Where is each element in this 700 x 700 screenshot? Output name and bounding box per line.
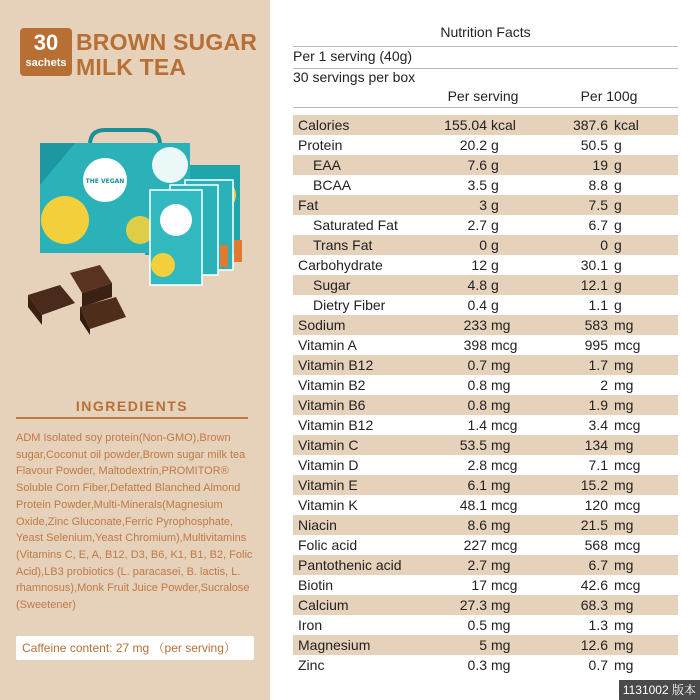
- nutrition-row: [293, 275, 678, 295]
- per-100g-unit: mg: [614, 657, 634, 673]
- per-100g-value: 19: [592, 157, 608, 173]
- nutrition-facts-title: Nutrition Facts: [440, 24, 531, 40]
- nutrition-row: [293, 255, 678, 275]
- per-100g-value: 995: [584, 337, 608, 353]
- nutrition-row: [293, 415, 678, 435]
- nutrition-row: [293, 155, 678, 175]
- per-100g-unit: mcg: [614, 457, 641, 473]
- sachet-unit: sachets: [25, 57, 67, 69]
- per-serving-unit: g: [491, 197, 499, 213]
- per-100g-unit: g: [614, 237, 622, 253]
- per-100g-value: 568: [584, 537, 608, 553]
- column-header-per-100g: Per 100g: [580, 88, 638, 104]
- per-100g-unit: g: [614, 157, 622, 173]
- ingredients-heading: INGREDIENTS: [75, 398, 189, 414]
- per-100g-value: 0: [600, 237, 608, 253]
- per-serving-unit: g: [491, 177, 499, 193]
- per-100g-value: 12.1: [580, 277, 608, 293]
- nutrition-row: [293, 175, 678, 195]
- per-serving-value: 227: [463, 537, 487, 553]
- per-100g-value: 2: [600, 377, 608, 393]
- per-100g-unit: g: [614, 297, 622, 313]
- box-handle: [90, 130, 160, 145]
- per-serving-unit: g: [491, 237, 499, 253]
- per-serving-value: 0: [479, 237, 487, 253]
- nutrient-name: Vitamin B12: [298, 417, 374, 433]
- column-header-per-serving: Per serving: [447, 88, 519, 104]
- per-serving-value: 2.8: [467, 457, 487, 473]
- per-100g-unit: mcg: [614, 577, 641, 593]
- nutrition-table: [293, 115, 678, 675]
- nutrition-row: [293, 295, 678, 315]
- nutrient-name: Iron: [298, 617, 323, 633]
- per-100g-unit: g: [614, 257, 622, 273]
- per-100g-unit: mg: [614, 597, 634, 613]
- per-100g-value: 1.1: [588, 297, 608, 313]
- per-100g-value: 7.5: [588, 197, 608, 213]
- per-100g-unit: mg: [614, 477, 634, 493]
- sachet-count-badge: [20, 28, 72, 76]
- per-100g-unit: g: [614, 277, 622, 293]
- ingredients-divider: [16, 417, 248, 419]
- nutrient-name: Vitamin K: [298, 497, 358, 513]
- per-serving-value: 233: [463, 317, 487, 333]
- per-serving-value: 12: [471, 257, 487, 273]
- per-100g-value: 3.4: [588, 417, 608, 433]
- per-serving-value: 0.5: [467, 617, 487, 633]
- per-100g-value: 68.3: [580, 597, 608, 613]
- per-100g-value: 0.7: [588, 657, 608, 673]
- per-serving-unit: mg: [491, 477, 511, 493]
- per-100g-value: 21.5: [580, 517, 608, 533]
- nutrient-name: Niacin: [298, 517, 337, 533]
- per-100g-unit: mg: [614, 437, 634, 453]
- per-serving-value: 53.5: [459, 437, 487, 453]
- nutrition-row: [293, 595, 678, 615]
- per-100g-unit: kcal: [614, 117, 639, 133]
- nutrition-row: [293, 195, 678, 215]
- nutrition-row: [293, 135, 678, 155]
- per-serving-unit: mcg: [491, 457, 518, 473]
- per-serving-unit: mg: [491, 377, 511, 393]
- nutrition-row: [293, 215, 678, 235]
- nutrient-name: Calories: [298, 117, 350, 133]
- per-100g-unit: g: [614, 217, 622, 233]
- nutrient-name: Vitamin D: [298, 457, 359, 473]
- per-serving-value: 398: [463, 337, 487, 353]
- per-100g-value: 1.9: [588, 397, 608, 413]
- nutrition-row: [293, 655, 678, 675]
- per-serving-value: 20.2: [459, 137, 487, 153]
- per-100g-unit: mcg: [614, 497, 641, 513]
- per-100g-unit: mg: [614, 617, 634, 633]
- nutrient-name: Vitamin C: [298, 437, 359, 453]
- nutrition-row: [293, 555, 678, 575]
- per-serving-value: 2.7: [467, 557, 487, 573]
- nutrition-row: [293, 395, 678, 415]
- per-serving-unit: mg: [491, 657, 511, 673]
- per-serving-unit: g: [491, 277, 499, 293]
- nutrition-row: [293, 535, 678, 555]
- per-serving-value: 17: [471, 577, 487, 593]
- nutrient-name: Pantothenic acid: [298, 557, 402, 573]
- per-100g-unit: mg: [614, 377, 634, 393]
- nutrient-name: Vitamin B2: [298, 377, 366, 393]
- nutrition-row: [293, 615, 678, 635]
- nutrition-row: [293, 575, 678, 595]
- per-serving-unit: mg: [491, 397, 511, 413]
- per-serving-value: 1.4: [467, 417, 487, 433]
- nutrient-name: Protein: [298, 137, 343, 153]
- per-100g-unit: mg: [614, 517, 634, 533]
- nutrient-name: BCAA: [313, 177, 352, 193]
- nutrient-name: Carbohydrate: [298, 257, 383, 273]
- per-serving-unit: mcg: [491, 337, 518, 353]
- per-100g-value: 1.7: [588, 357, 608, 373]
- product-image: [20, 125, 260, 335]
- per-serving-unit: mg: [491, 437, 511, 453]
- nutrient-name: Vitamin A: [298, 337, 357, 353]
- per-serving-value: 3: [479, 197, 487, 213]
- per-serving-unit: mg: [491, 357, 511, 373]
- nutrition-row: [293, 455, 678, 475]
- per-serving-unit: g: [491, 257, 499, 273]
- per-100g-value: 12.6: [580, 637, 608, 653]
- nutrition-row: [293, 435, 678, 455]
- nutrition-row: [293, 475, 678, 495]
- nutrition-row: [293, 515, 678, 535]
- nutrient-name: Fat: [298, 197, 319, 213]
- per-100g-unit: mg: [614, 557, 634, 573]
- nutrient-name: Saturated Fat: [313, 217, 398, 233]
- sugar-cubes: [28, 265, 126, 335]
- per-100g-unit: g: [614, 177, 622, 193]
- per-100g-value: 134: [584, 437, 608, 453]
- nutrient-name: Magnesium: [298, 637, 371, 653]
- product-panel: [0, 0, 270, 700]
- nutrient-name: Biotin: [298, 577, 334, 593]
- per-serving-unit: g: [491, 137, 499, 153]
- nutrient-name: Sodium: [298, 317, 346, 333]
- nutrient-name: Zinc: [298, 657, 325, 673]
- per-serving-unit: mcg: [491, 497, 518, 513]
- per-100g-value: 1.3: [588, 617, 608, 633]
- version-code: 1131002 版本: [619, 680, 700, 700]
- serving-size: Per 1 serving (40g): [293, 48, 413, 64]
- per-100g-value: 42.6: [580, 577, 608, 593]
- per-serving-unit: mg: [491, 557, 511, 573]
- per-serving-value: 0.3: [467, 657, 487, 673]
- nutrition-row: [293, 375, 678, 395]
- per-100g-value: 387.6: [572, 117, 608, 133]
- per-serving-unit: mcg: [491, 537, 518, 553]
- per-serving-unit: kcal: [491, 117, 516, 133]
- per-100g-value: 30.1: [580, 257, 608, 273]
- per-100g-value: 8.8: [588, 177, 608, 193]
- per-serving-unit: mcg: [491, 577, 518, 593]
- per-serving-unit: g: [491, 297, 499, 313]
- box-brand-text: THE VEGAN: [85, 178, 125, 185]
- nutrition-row: [293, 635, 678, 655]
- nutrition-row: [293, 315, 678, 335]
- per-serving-unit: mg: [491, 517, 511, 533]
- per-100g-value: 7.1: [588, 457, 608, 473]
- per-serving-value: 8.6: [467, 517, 487, 533]
- per-100g-unit: mg: [614, 357, 634, 373]
- per-serving-value: 0.7: [467, 357, 487, 373]
- per-serving-unit: mg: [491, 617, 511, 633]
- nutrition-row: [293, 335, 678, 355]
- nutrient-name: Calcium: [298, 597, 349, 613]
- ingredients-text: ADM Isolated soy protein(Non-GMO),Brown sugar,Coconut oil powder,Brown sugar milk tea Flavour Powder, Maltodextrin,PROMITOR® Soluble Corn Fiber,Defatted Blanched Almond Protein Powder,Multi-Minerals(Magnesium Oxide,Zinc Gluconate,Ferric Pyrophosphate, Yeast Selenium,Yeast Chromium),Multivitamins (Vitamins C, E, A, B12, D3, B6, K1, B1, B2, Folic Acid),LB3 probiotics (L. paracasei, B. lactis, L. rhamnosus),Monk Fruit Juice Powder,Sucralose (Sweetener): [16, 432, 253, 612]
- nutrient-name: Dietry Fiber: [313, 297, 386, 313]
- per-serving-value: 4.8: [467, 277, 487, 293]
- per-100g-unit: mcg: [614, 417, 641, 433]
- per-serving-value: 6.1: [467, 477, 487, 493]
- caffeine-content: Caffeine content: 27 mg （per serving）: [16, 636, 254, 660]
- per-100g-value: 120: [584, 497, 608, 513]
- nutrition-row: [293, 355, 678, 375]
- nutrition-row: [293, 115, 678, 135]
- per-serving-value: 0.4: [467, 297, 487, 313]
- nutrient-name: Folic acid: [298, 537, 358, 553]
- per-serving-value: 155.04: [444, 117, 487, 133]
- per-serving-unit: mcg: [491, 417, 518, 433]
- nutrient-name: Vitamin E: [298, 477, 358, 493]
- nutrient-name: Vitamin B12: [298, 357, 374, 373]
- per-serving-value: 27.3: [459, 597, 487, 613]
- nutrient-name: EAA: [313, 157, 342, 173]
- nutrition-row: [293, 235, 678, 255]
- per-100g-unit: mg: [614, 397, 634, 413]
- per-serving-unit: mg: [491, 637, 511, 653]
- per-100g-unit: mcg: [614, 337, 641, 353]
- per-serving-unit: mg: [491, 317, 511, 333]
- per-serving-unit: mg: [491, 597, 511, 613]
- per-serving-value: 0.8: [467, 377, 487, 393]
- per-100g-value: 50.5: [580, 137, 608, 153]
- nutrient-name: Trans Fat: [313, 237, 373, 253]
- nutrient-name: Sugar: [313, 277, 351, 293]
- per-serving-value: 7.6: [467, 157, 487, 173]
- per-100g-value: 6.7: [588, 217, 608, 233]
- per-serving-unit: g: [491, 217, 499, 233]
- per-serving-value: 2.7: [467, 217, 487, 233]
- per-100g-unit: mg: [614, 637, 634, 653]
- per-100g-unit: mg: [614, 317, 634, 333]
- per-serving-value: 48.1: [459, 497, 487, 513]
- nutrition-row: [293, 495, 678, 515]
- sachet-count: 30: [33, 30, 59, 55]
- per-serving-value: 3.5: [467, 177, 487, 193]
- per-serving-unit: g: [491, 157, 499, 173]
- per-100g-unit: mcg: [614, 537, 641, 553]
- product-title: BROWN SUGAR MILK TEA: [76, 29, 258, 80]
- per-100g-value: 15.2: [580, 477, 608, 493]
- per-100g-value: 583: [584, 317, 608, 333]
- servings-per-box: 30 servings per box: [293, 69, 416, 85]
- nutrient-name: Vitamin B6: [298, 397, 366, 413]
- per-100g-value: 6.7: [588, 557, 608, 573]
- per-100g-unit: g: [614, 197, 622, 213]
- nutrition-table-header: [293, 88, 678, 108]
- per-serving-value: 0.8: [467, 397, 487, 413]
- per-serving-value: 5: [479, 637, 487, 653]
- per-100g-unit: g: [614, 137, 622, 153]
